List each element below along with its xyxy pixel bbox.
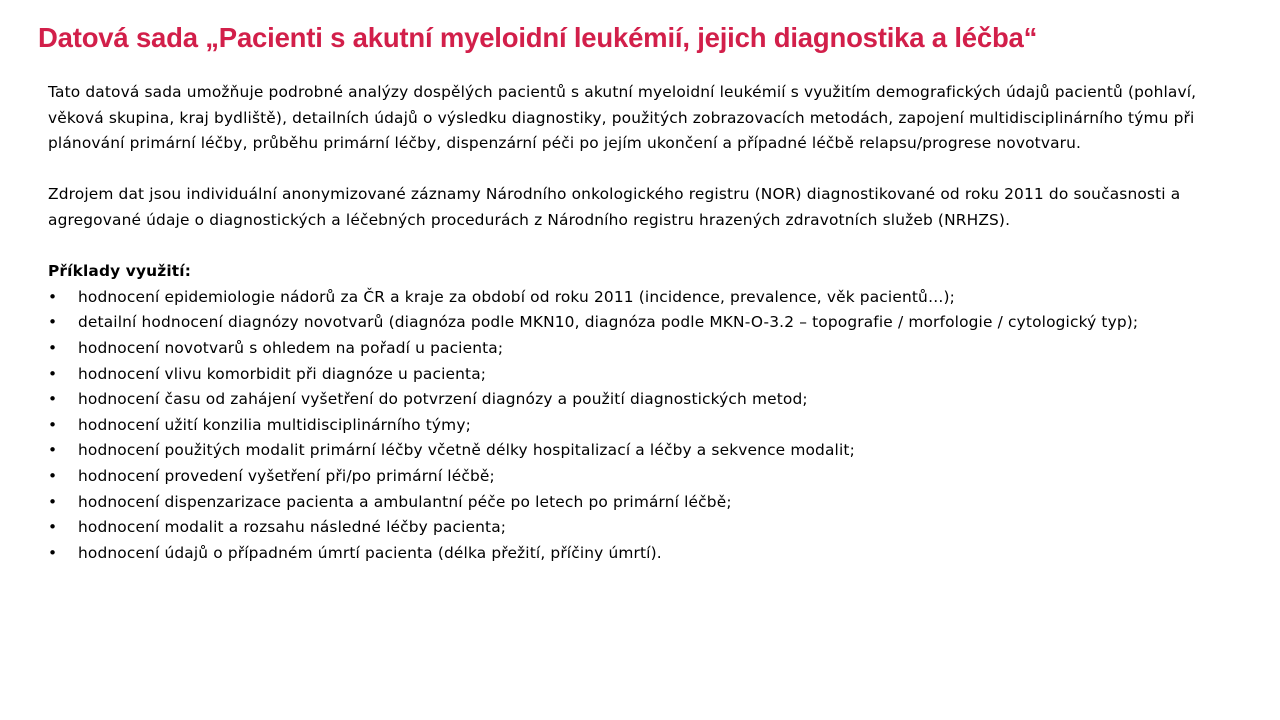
bullet-icon: • (48, 492, 58, 511)
bullet-icon: • (48, 543, 58, 562)
list-item (48, 541, 1228, 567)
list-item-text: detailní hodnocení diagnózy novotvarů (diagnóza podle MKN10, diagnóza podle MKN-O-3.2 – topografie / morfologie / cytologický typ); (78, 313, 1139, 332)
list-item-text: hodnocení provedení vyšetření při/po primární léčbě; (78, 466, 495, 485)
list-item (48, 438, 1228, 464)
list-item (48, 285, 1228, 311)
paragraph-spacer (48, 157, 1228, 183)
source-paragraph: Zdrojem dat jsou individuální anonymizované záznamy Národního onkologického registru (NOR) diagnostikované od roku 2011 do současnosti a agregované údaje o diagnostických a léčebných procedurách z Národního registru hrazených zdravotních služeb (NRHZS). (48, 185, 1181, 229)
list-item (48, 362, 1228, 388)
list-item (48, 336, 1228, 362)
bullet-icon: • (48, 466, 58, 485)
list-item-text: hodnocení vlivu komorbidit při diagnóze u pacienta; (78, 364, 487, 383)
list-item-text: hodnocení údajů o případném úmrtí pacienta (délka přežití, příčiny úmrtí). (78, 543, 662, 562)
list-item-text: hodnocení modalit a rozsahu následné léčby pacienta; (78, 518, 507, 537)
intro-paragraph: Tato datová sada umožňuje podrobné analýzy dospělých pacientů s akutní myeloidní leukémií s využitím demografických údajů pacientů (pohlaví, věková skupina, kraj bydliště), detailních údajů o výsledku diagnostiky, použitých zobrazovacích metodách, zapojení multidisciplinárního týmu při plánování primární léčby, průběhu primární léčby, dispenzární péči po jejím ukončení a případné léčbě relapsu/progrese novotvaru. (48, 83, 1197, 153)
list-item-text: hodnocení dispenzarizace pacienta a ambulantní péče po letech po primární léčbě; (78, 492, 732, 511)
list-item (48, 464, 1228, 490)
bullet-icon: • (48, 287, 58, 306)
bullet-icon: • (48, 390, 58, 409)
bullet-icon: • (48, 518, 58, 537)
list-item-text: hodnocení času od zahájení vyšetření do potvrzení diagnózy a použití diagnostických metod; (78, 390, 808, 409)
bullet-icon: • (48, 338, 58, 357)
bullet-icon: • (48, 364, 58, 383)
list-item (48, 310, 1228, 336)
list-item-text: hodnocení použitých modalit primární léčby včetně délky hospitalizací a léčby a sekvence modalit; (78, 441, 855, 460)
list-item-text: hodnocení novotvarů s ohledem na pořadí u pacienta; (78, 338, 504, 357)
list-item (48, 413, 1228, 439)
bullet-icon: • (48, 313, 58, 332)
list-item (48, 490, 1228, 516)
list-item-text: hodnocení epidemiologie nádorů za ČR a kraje za období od roku 2011 (incidence, prevalence, věk pacientů…); (78, 287, 955, 306)
list-item (48, 515, 1228, 541)
paragraph-spacer (48, 234, 1228, 260)
bullet-icon: • (48, 441, 58, 460)
list-item (48, 387, 1228, 413)
slide-title: Datová sada „Pacienti s akutní myeloidní leukémií, jejich diagnostika a léčba“ (38, 22, 1038, 53)
examples-heading: Příklady využití: (48, 262, 192, 281)
list-item-text: hodnocení užití konzilia multidisciplinárního týmy; (78, 415, 471, 434)
slide-body (48, 80, 1228, 566)
bullet-icon: • (48, 415, 58, 434)
examples-list (48, 285, 1228, 567)
